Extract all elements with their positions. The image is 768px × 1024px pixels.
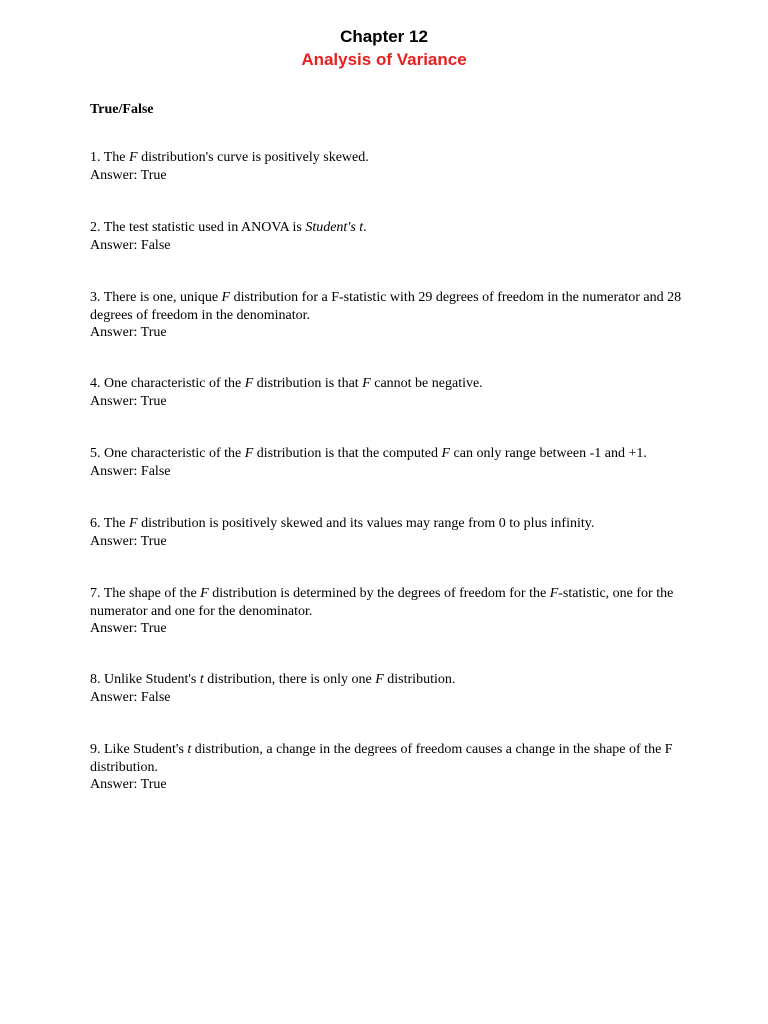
answer-text: Answer: True bbox=[90, 621, 167, 636]
answer-text: Answer: True bbox=[90, 325, 167, 340]
question-item bbox=[90, 219, 690, 254]
question-text: 7. The shape of the F distribution is determined by the degrees of freedom for the F-statistic, one for the numerator and one for the denominator. bbox=[90, 586, 674, 619]
chapter-title: Analysis of Variance bbox=[301, 50, 467, 69]
question-item bbox=[90, 741, 690, 794]
question-item bbox=[90, 289, 690, 342]
question-text: 5. One characteristic of the F distribution is that the computed F can only range between -1 and +1. bbox=[90, 446, 647, 461]
question-text: 1. The F distribution's curve is positively skewed. bbox=[90, 150, 369, 165]
question-item bbox=[90, 585, 690, 638]
question-text: 2. The test statistic used in ANOVA is Student's t. bbox=[90, 220, 367, 235]
question-text: 9. Like Student's t distribution, a change in the degrees of freedom causes a change in the shape of the F distribution. bbox=[90, 742, 673, 775]
answer-text: Answer: False bbox=[90, 463, 171, 479]
question-text: 3. There is one, unique F distribution for a F-statistic with 29 degrees of freedom in the numerator and 28 degrees of freedom in the denominator. bbox=[90, 290, 682, 323]
question-item bbox=[90, 149, 690, 184]
answer-text: Answer: True bbox=[90, 167, 167, 183]
answer-text: Answer: False bbox=[90, 689, 171, 705]
answer-text: Answer: True bbox=[90, 533, 167, 549]
question-item bbox=[90, 671, 690, 706]
question-item bbox=[90, 445, 690, 480]
answer-text: Answer: True bbox=[90, 777, 167, 792]
chapter-number: Chapter 12 bbox=[340, 27, 428, 46]
question-text: 6. The F distribution is positively skewed and its values may range from 0 to plus infinity. bbox=[90, 516, 595, 531]
question-text: 4. One characteristic of the F distribution is that F cannot be negative. bbox=[90, 376, 483, 391]
answer-text: Answer: False bbox=[90, 237, 171, 253]
answer-text: Answer: True bbox=[90, 393, 167, 409]
question-item bbox=[90, 375, 690, 410]
question-item bbox=[90, 515, 690, 550]
question-text: 8. Unlike Student's t distribution, there is only one F distribution. bbox=[90, 672, 456, 687]
section-heading: True/False bbox=[90, 102, 154, 117]
